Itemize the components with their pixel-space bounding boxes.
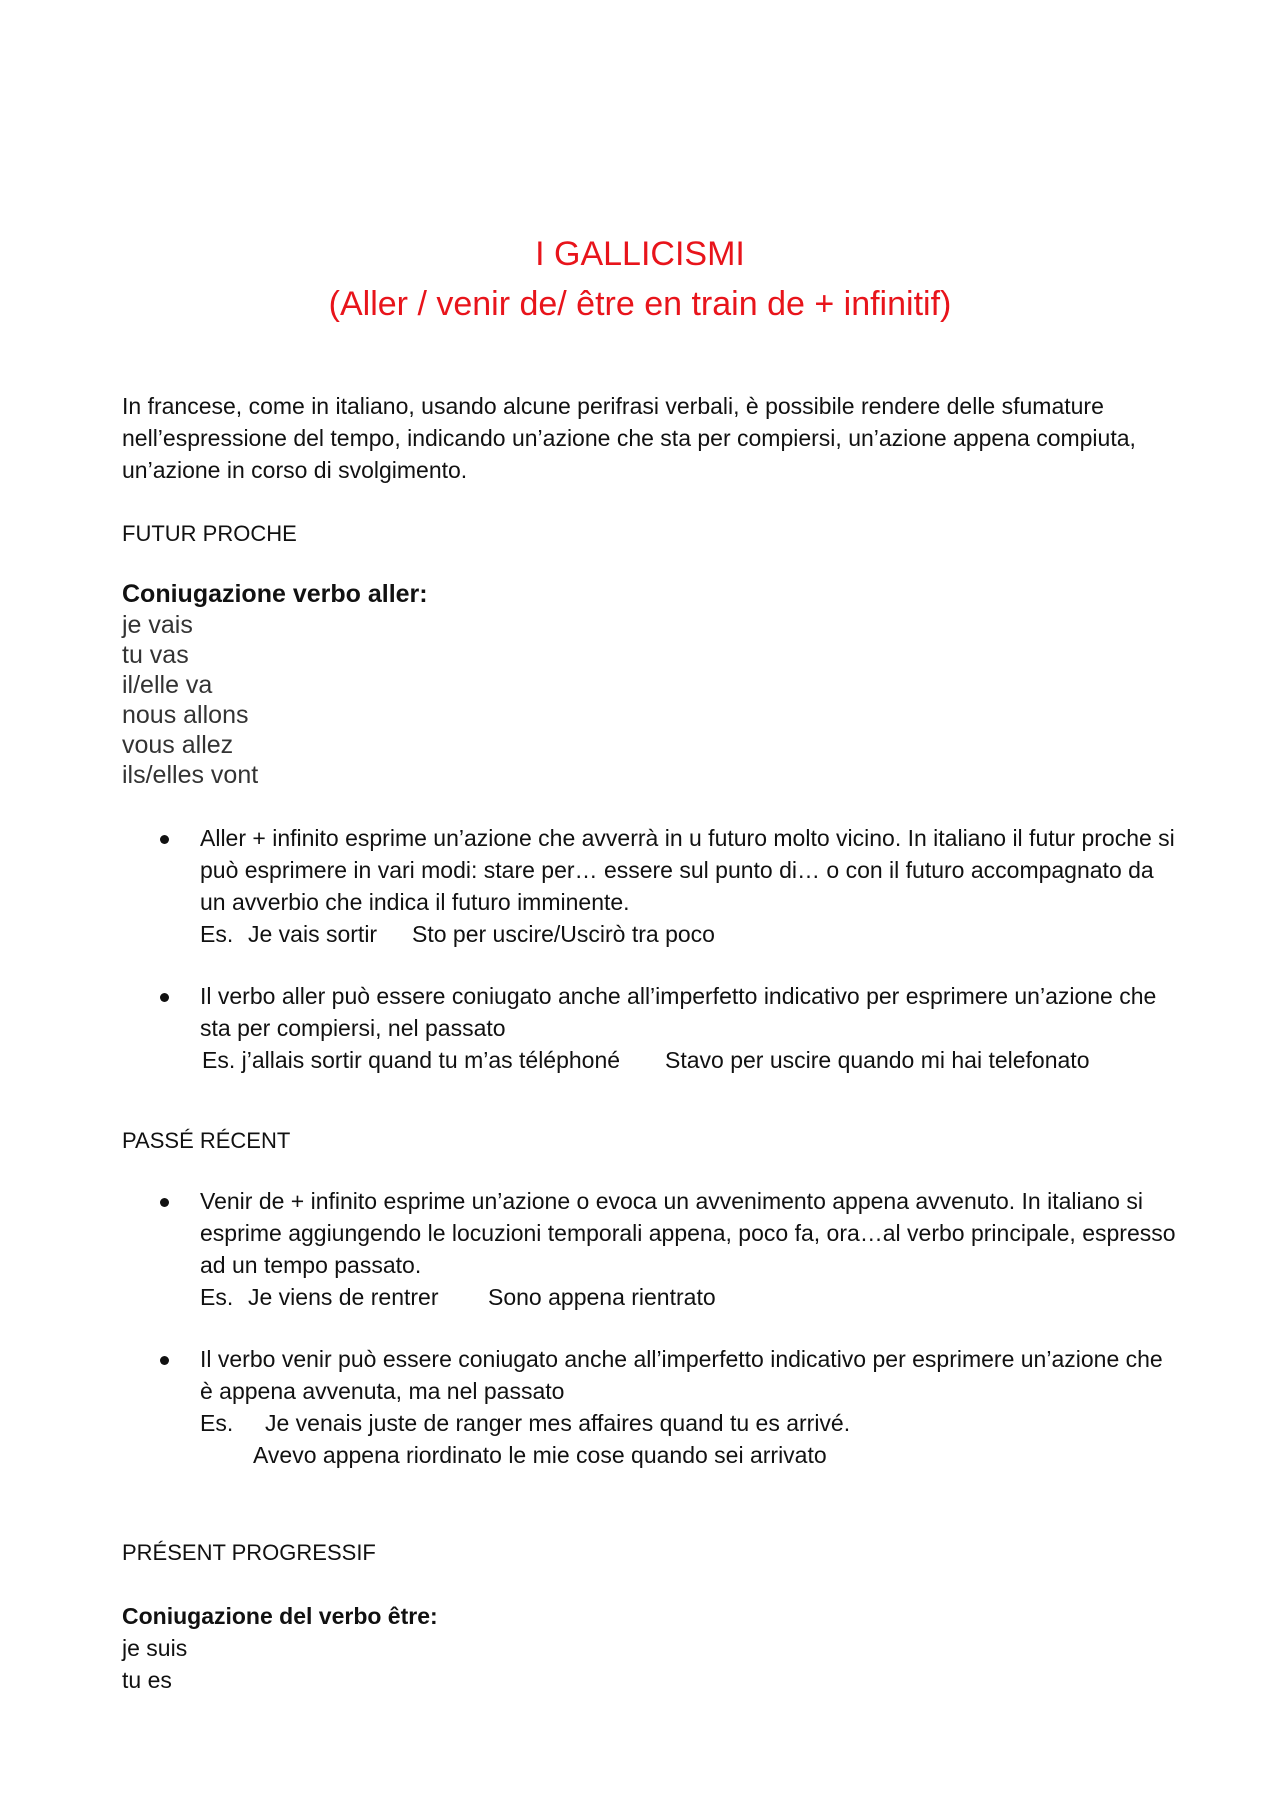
example-label: Es.	[200, 921, 234, 947]
example-french: Es. j’allais sortir quand tu m’as téléphoné	[202, 1047, 621, 1073]
bullet-text: Venir de + infinito esprime un’azione o evoca un avvenimento appena avvenuto. In italiano si esprime aggiungendo le locuzioni temporali appena, poco fa, ora…al verbo principale, espresso ad un tempo passato.	[200, 1188, 1176, 1278]
bullet-text: Aller + infinito esprime un’azione che avverrà in u futuro molto vicino. In italiano il futur proche si può esprimere in vari modi: stare per… essere sul punto di… o con il futuro accompagnato da un avverbio che indica il futuro imminente.	[200, 825, 1175, 915]
document-title: I GALLICISMI	[535, 235, 745, 273]
document-subtitle: (Aller / venir de/ être en train de + infinitif)	[328, 285, 952, 323]
intro-paragraph: In francese, come in italiano, usando alcune perifrasi verbali, è possibile rendere delle sfumature nell’espressione del tempo, indicando un’azione che sta per compiersi, un’azione appena compiuta, un’azione in corso di svolgimento.	[122, 393, 1136, 483]
section-heading-passe-recent: PASSÉ RÉCENT	[122, 1128, 291, 1153]
section-heading-present-progressif: PRÉSENT PROGRESSIF	[122, 1540, 376, 1565]
example-italian: Sono appena rientrato	[488, 1284, 716, 1310]
bullet-icon	[160, 993, 169, 1002]
example-french: Je venais juste de ranger mes affaires quand tu es arrivé.	[265, 1410, 851, 1436]
bullet-icon	[160, 1356, 169, 1365]
conj-line: nous allons	[122, 701, 249, 729]
conj-line: ils/elles vont	[122, 761, 259, 789]
conj-line: il/elle va	[122, 671, 213, 699]
conj-line: vous allez	[122, 731, 234, 759]
conj-line: tu vas	[122, 641, 189, 669]
example-french: Je vais sortir	[248, 921, 378, 947]
bullet-text: Il verbo aller può essere coniugato anche all’imperfetto indicativo per esprimere un’azione che sta per compiersi, nel passato	[200, 983, 1157, 1041]
example-label: Es.	[200, 1410, 234, 1436]
example-italian: Avevo appena riordinato le mie cose quando sei arrivato	[253, 1442, 827, 1468]
example-french: Je viens de rentrer	[248, 1284, 439, 1310]
example-italian: Stavo per uscire quando mi hai telefonato	[665, 1047, 1090, 1073]
section-heading-futur-proche: FUTUR PROCHE	[122, 521, 297, 546]
conj-line: je vais	[122, 611, 193, 639]
example-italian: Sto per uscire/Uscirò tra poco	[412, 921, 715, 947]
conj-line: tu es	[122, 1667, 172, 1693]
conj-line: je suis	[122, 1635, 188, 1661]
bullet-text: Il verbo venir può essere coniugato anche all’imperfetto indicativo per esprimere un’azione che è appena avvenuta, ma nel passato	[200, 1346, 1163, 1404]
bullet-icon	[160, 835, 169, 844]
example-label: Es.	[200, 1284, 234, 1310]
conjugation-heading-etre: Coniugazione del verbo être:	[122, 1603, 438, 1629]
bullet-icon	[160, 1198, 169, 1207]
conjugation-heading-aller: Coniugazione verbo aller:	[122, 580, 428, 608]
